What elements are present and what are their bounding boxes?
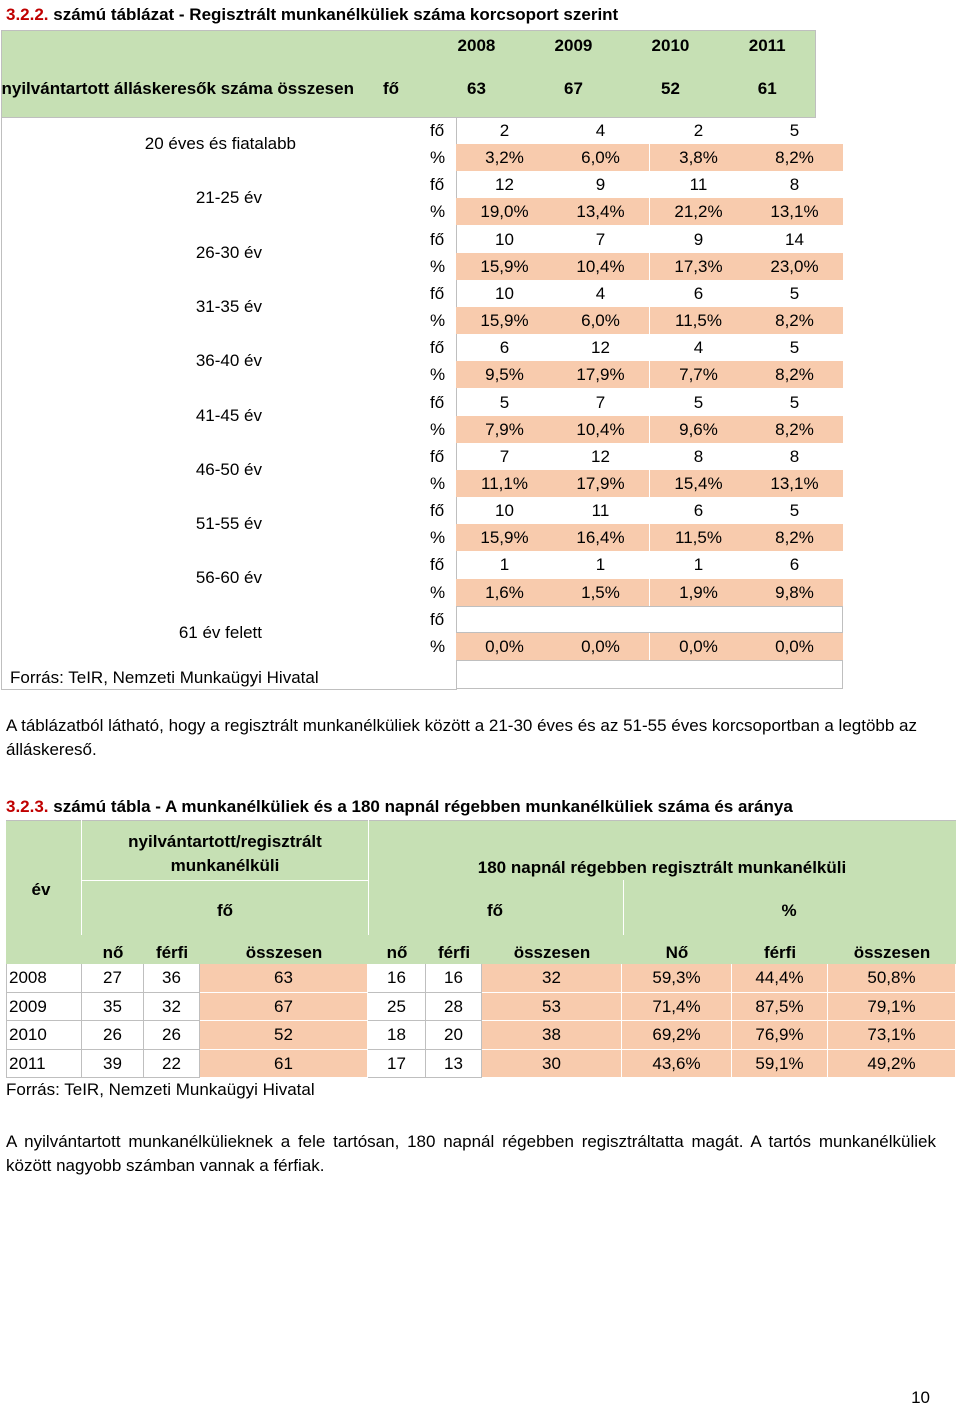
count-cell: 9 <box>693 229 704 249</box>
unit-count-label: fő <box>430 338 445 358</box>
count-cell: 1 <box>595 555 606 575</box>
table2-subheader: nő <box>386 943 408 962</box>
count-cell: 8 <box>789 175 800 195</box>
table2-value-cell: 32 <box>144 993 200 1022</box>
table2-value-cell: 52 <box>200 1021 368 1050</box>
table2-subheader: férfi <box>155 943 189 962</box>
table2-value-cell: 49,2% <box>828 1050 956 1079</box>
unit-percent-label: % <box>430 365 446 385</box>
percent-cell: 23,0% <box>746 253 844 280</box>
count-cell: 6 <box>693 501 704 521</box>
table2-value-cell: 59,1% <box>732 1050 828 1079</box>
table2-subheader: összesen <box>853 943 931 962</box>
table2-value-cell: 59,3% <box>622 964 732 993</box>
unit-count-label: fő <box>430 609 445 629</box>
percent-cell: 13,1% <box>746 470 844 497</box>
percent-cell: 10,4% <box>552 253 650 280</box>
table2-subheader: Nő <box>665 943 689 962</box>
count-cell: 4 <box>693 338 704 358</box>
percent-cell: 13,1% <box>746 198 844 225</box>
count-cell: 10 <box>495 229 514 249</box>
percent-cell: 6,0% <box>552 307 650 334</box>
table2-value-cell: 53 <box>482 993 622 1022</box>
count-cell: 12 <box>591 338 610 358</box>
percent-cell: 8,2% <box>746 416 844 443</box>
unit-pct: % <box>781 901 797 920</box>
unit-percent-label: % <box>430 528 446 548</box>
age-group-label: 36-40 év <box>195 351 262 371</box>
total-unit: fő <box>380 60 428 117</box>
table2-value-cell: 50,8% <box>828 964 956 993</box>
percent-cell: 15,9% <box>456 307 554 334</box>
paragraph-1-text: A táblázatból látható, hogy a regisztrált munkanélküliek között a 21-30 éves és az 51-55 éves korcsoportban a legtöbb az álláskereső. <box>6 716 917 759</box>
table2-value-cell: 43,6% <box>622 1050 732 1079</box>
table2-value-cell: 69,2% <box>622 1021 732 1050</box>
percent-cell: 15,4% <box>650 470 748 497</box>
percent-cell: 8,2% <box>746 524 844 551</box>
age-group-label: 51-55 év <box>195 514 262 534</box>
count-cell: 5 <box>499 392 510 412</box>
table2-body <box>0 935 960 1080</box>
percent-cell: 8,2% <box>746 307 844 334</box>
table2-subheader: férfi <box>437 943 471 962</box>
percent-cell: 0,0% <box>650 633 748 660</box>
age-group-label: 26-30 év <box>195 242 262 262</box>
table2-value-cell: 61 <box>200 1050 368 1079</box>
percent-cell: 17,9% <box>552 470 650 497</box>
age-group-label: 20 éves és fiatalabb <box>144 134 296 153</box>
table2-value-cell: 63 <box>200 964 368 993</box>
table2-value-cell: 13 <box>426 1050 482 1079</box>
percent-cell: 11,1% <box>456 470 554 497</box>
table2-value-cell: 26 <box>144 1021 200 1050</box>
empty-count-row <box>456 606 843 633</box>
count-cell: 2 <box>499 121 510 140</box>
head-registered: nyilvántartott/regisztrált munkanélküli <box>128 832 322 875</box>
table1-caption-text: számú táblázat - Regisztrált munkanélküliek száma korcsoport szerint <box>48 5 619 25</box>
year-header: 2010 <box>622 30 719 60</box>
count-cell: 14 <box>785 229 804 249</box>
count-cell: 7 <box>499 446 510 466</box>
count-cell: 6 <box>499 338 510 358</box>
percent-cell: 0,0% <box>552 633 650 660</box>
total-value: 63 <box>428 60 525 117</box>
table2-value-cell: 38 <box>482 1021 622 1050</box>
percent-cell: 15,9% <box>456 524 554 551</box>
table2-value-cell: 71,4% <box>622 993 732 1022</box>
table2-value-cell: 67 <box>200 993 368 1022</box>
unit-count-label: fő <box>430 283 445 303</box>
count-cell: 5 <box>789 392 800 412</box>
count-cell: 10 <box>495 283 514 303</box>
count-cell: 9 <box>595 175 606 195</box>
unit-fo-2: fő <box>486 901 504 920</box>
table2-value-cell: 30 <box>482 1050 622 1079</box>
count-cell: 4 <box>595 283 606 303</box>
age-group-label: 41-45 év <box>195 405 262 425</box>
unit-percent-label: % <box>430 636 446 656</box>
count-cell: 6 <box>789 555 800 575</box>
unit-count-label: fő <box>430 229 445 249</box>
count-cell: 1 <box>693 555 704 575</box>
unit-percent-label: % <box>430 311 446 330</box>
count-cell: 8 <box>789 446 800 466</box>
table1-caption-num: 3.2.2. <box>6 5 49 25</box>
total-value: 52 <box>622 60 719 117</box>
year-header: 2009 <box>525 30 622 60</box>
percent-cell: 13,4% <box>552 198 650 225</box>
percent-cell: 9,5% <box>456 361 554 388</box>
table2-value-cell: 32 <box>482 964 622 993</box>
table2-subheader: összesen <box>245 943 323 962</box>
percent-cell: 11,5% <box>650 307 748 334</box>
age-group-label: 56-60 év <box>195 568 262 588</box>
count-cell: 2 <box>693 121 704 140</box>
table2 <box>0 820 960 1080</box>
table2-caption-num: 3.2.3. <box>6 797 49 816</box>
count-cell: 7 <box>595 392 606 412</box>
table2-caption-text: számú tábla - A munkanélküliek és a 180 napnál régebben munkanélküliek száma és aránya <box>48 797 793 816</box>
count-cell: 10 <box>495 501 514 521</box>
percent-cell: 3,2% <box>456 144 554 171</box>
percent-cell: 16,4% <box>552 524 650 551</box>
unit-percent-label: % <box>430 473 446 493</box>
table2-value-cell: 39 <box>82 1050 144 1079</box>
percent-cell: 3,8% <box>650 144 748 171</box>
table1-source-empty-cells <box>456 660 843 689</box>
count-cell: 5 <box>789 501 800 521</box>
table2-subheader: nő <box>102 943 124 962</box>
table2-year-cell: 2011 <box>6 1050 82 1079</box>
col-year-header: év <box>31 880 51 899</box>
percent-cell: 0,0% <box>456 633 554 660</box>
unit-fo-1: fő <box>216 901 234 920</box>
count-cell: 11 <box>689 175 708 195</box>
age-group-label: 46-50 év <box>195 459 262 479</box>
table2-value-cell: 18 <box>368 1021 426 1050</box>
count-cell: 4 <box>595 121 606 140</box>
table2-value-cell: 36 <box>144 964 200 993</box>
count-cell: 5 <box>693 392 704 412</box>
percent-cell: 1,6% <box>456 579 554 606</box>
table2-value-cell: 16 <box>368 964 426 993</box>
percent-cell: 6,0% <box>552 144 650 171</box>
table2-value-cell: 35 <box>82 993 144 1022</box>
percent-cell: 21,2% <box>650 198 748 225</box>
table2-value-cell: 27 <box>82 964 144 993</box>
percent-cell: 1,5% <box>552 579 650 606</box>
count-cell: 1 <box>499 555 510 575</box>
unit-count-label: fő <box>430 175 445 195</box>
count-cell: 7 <box>595 229 606 249</box>
paragraph-2 <box>6 1130 936 1178</box>
unit-percent-label: % <box>430 419 446 439</box>
age-group-label: 61 év felett <box>178 622 262 642</box>
unit-percent-label: % <box>430 582 446 602</box>
percent-cell: 10,4% <box>552 416 650 443</box>
percent-cell: 7,9% <box>456 416 554 443</box>
table1-caption <box>0 0 816 30</box>
percent-cell: 17,9% <box>552 361 650 388</box>
percent-cell: 19,0% <box>456 198 554 225</box>
count-cell: 8 <box>693 446 704 466</box>
count-cell: 11 <box>591 501 610 521</box>
table2-value-cell: 22 <box>144 1050 200 1079</box>
table2-value-cell: 28 <box>426 993 482 1022</box>
table2-value-cell: 20 <box>426 1021 482 1050</box>
unit-count-label: fő <box>430 121 445 140</box>
age-groups <box>0 117 960 697</box>
unit-count-label: fő <box>430 501 445 521</box>
table2-caption <box>6 795 793 819</box>
unit-count-label: fő <box>430 446 445 466</box>
table2-subheader: összesen <box>513 943 591 962</box>
count-cell: 5 <box>789 283 800 303</box>
year-header: 2008 <box>428 30 525 60</box>
paragraph-2-text: A nyilvántartott munkanélkülieknek a fele tartósan, 180 napnál régebben regisztráltatta magát. A tartós munkanélküliek között nagyobb számban vannak a férfiak. <box>6 1132 936 1175</box>
percent-cell: 11,5% <box>650 524 748 551</box>
percent-cell: 8,2% <box>746 361 844 388</box>
table2-subheader: férfi <box>763 943 797 962</box>
percent-cell: 9,8% <box>746 579 844 606</box>
head-long: 180 napnál régebben regisztrált munkanélküli <box>477 858 847 877</box>
count-cell: 5 <box>789 121 800 140</box>
percent-cell: 9,6% <box>650 416 748 443</box>
count-cell: 12 <box>495 175 514 195</box>
page-number: 10 <box>911 1388 930 1407</box>
table2-value-cell: 17 <box>368 1050 426 1079</box>
count-cell: 5 <box>789 338 800 358</box>
percent-cell: 7,7% <box>650 361 748 388</box>
table2-year-cell: 2009 <box>6 993 82 1022</box>
count-cell: 6 <box>693 283 704 303</box>
table2-value-cell: 25 <box>368 993 426 1022</box>
total-value: 61 <box>719 60 816 117</box>
table1-source: Forrás: TeIR, Nemzeti Munkaügyi Hivatal <box>10 668 319 687</box>
age-group-label: 31-35 év <box>195 296 262 316</box>
table2-value-cell: 73,1% <box>828 1021 956 1050</box>
table2-value-cell: 87,5% <box>732 993 828 1022</box>
age-group-label: 21-25 év <box>195 188 262 208</box>
count-cell: 12 <box>591 446 610 466</box>
percent-cell: 0,0% <box>746 633 844 660</box>
table2-value-cell: 76,9% <box>732 1021 828 1050</box>
unit-count-label: fő <box>430 392 445 412</box>
unit-percent-label: % <box>430 148 446 168</box>
table2-value-cell: 16 <box>426 964 482 993</box>
percent-cell: 17,3% <box>650 253 748 280</box>
year-header: 2011 <box>719 30 816 60</box>
percent-cell: 8,2% <box>746 144 844 171</box>
total-value: 67 <box>525 60 622 117</box>
unit-count-label: fő <box>430 555 445 575</box>
percent-cell: 15,9% <box>456 253 554 280</box>
table2-year-cell: 2010 <box>6 1021 82 1050</box>
table2-value-cell: 44,4% <box>732 964 828 993</box>
age-group-table <box>0 0 936 118</box>
table2-value-cell: 26 <box>82 1021 144 1050</box>
total-label: nyilvántartott álláskeresők száma összesen <box>1 60 380 117</box>
unit-percent-label: % <box>430 256 446 276</box>
unit-percent-label: % <box>430 202 446 222</box>
paragraph-1 <box>6 714 946 762</box>
percent-cell: 1,9% <box>650 579 748 606</box>
table2-source: Forrás: TeIR, Nemzeti Munkaügyi Hivatal <box>6 1080 315 1099</box>
table2-year-cell: 2008 <box>6 964 82 993</box>
table2-value-cell: 79,1% <box>828 993 956 1022</box>
